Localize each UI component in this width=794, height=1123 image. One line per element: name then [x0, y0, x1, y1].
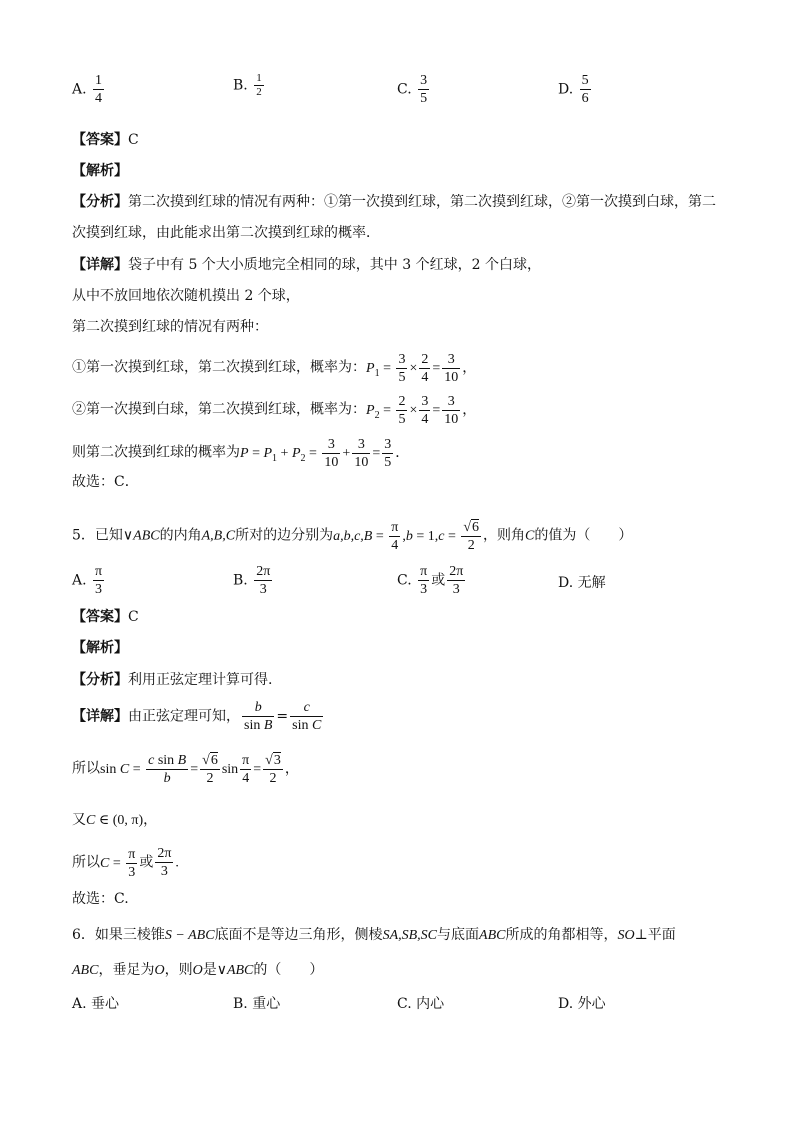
- q6-option-d: D. 外心: [558, 996, 606, 1012]
- fraction: $\frac{5}{6}$: [581, 73, 589, 106]
- q4-case1: ①第一次摸到红球，第二次摸到红球，概率为：$P_1$ = $\frac{3}{5}$ × $\frac{2}{4}$ = $\frac{3}{10}$ ，: [72, 352, 477, 385]
- q5-option-c: C. $\frac{\pi}{3}$ 或 $\frac{2\pi}{3}$: [397, 564, 464, 597]
- q4-option-b: B. $\frac{1}{2}$: [233, 72, 262, 98]
- q4-detail-line2: 从中不放回地依次随机摸出 2 个球，: [72, 288, 300, 304]
- q6-option-c: C. 内心: [397, 996, 445, 1012]
- q5-answer: 【答案】C: [72, 609, 139, 625]
- q4-detail-line1: 【详解】袋子中有 5 个大小质地完全相同的球，其中 3 个红球，2 个白球，: [72, 257, 541, 273]
- q4-answer: 【答案】C: [72, 132, 139, 148]
- q5-detail-line3: 又C ∈ (0, π)，: [72, 812, 158, 828]
- q4-analysis-tag: 【解析】: [72, 163, 128, 179]
- q5-detail-line2: 所以sin C = $\frac{\text{c sin B}}{b}$ = $\frac{√6}{2}$ sin $\frac{\pi}{4}$ = $\frac{√3}{2}$ ，: [72, 753, 299, 786]
- q4-fenxi-line2: 次摸到红球，由此能求出第二次摸到红球的概率．: [72, 225, 380, 241]
- q5-option-a: A. $\frac{\pi}{3}$: [72, 564, 103, 597]
- q4-detail-line3: 第二次摸到红球的情况有两种：: [72, 319, 268, 335]
- fraction: $\frac{1}{2}$: [256, 72, 262, 98]
- q4-option-a: A. $\frac{1}{4}$: [72, 73, 103, 106]
- q5-detail-line4: 所以C = $\frac{\pi}{3}$ 或 $\frac{2\pi}{3}$ .: [72, 846, 179, 880]
- q5-detail-line1: 【详解】由正弦定理可知， $\frac{b}{\text{sin B}}$ = $\frac{c}{\text{sin C}}$: [72, 700, 322, 733]
- q5-option-b: B. $\frac{2\pi}{3}$: [233, 564, 271, 597]
- fraction: $\frac{3}{5}$: [420, 73, 428, 106]
- q5-fenxi: 【分析】利用正弦定理计算可得.: [72, 672, 273, 688]
- q4-total: 则第二次摸到红球的概率为$P = P_1 + P_2$ = $\frac{3}{10}$ + $\frac{3}{10}$ = $\frac{3}{5}$ ．: [72, 437, 410, 470]
- q4-option-c: C. $\frac{3}{5}$: [397, 73, 428, 106]
- q4-choose: 故选：C．: [72, 474, 139, 490]
- q4-case2: ②第一次摸到白球，第二次摸到红球，概率为：$P_2$ = $\frac{2}{5}$ × $\frac{3}{4}$ = $\frac{3}{10}$ ，: [72, 394, 477, 427]
- q6-stem-line1: 6．如果三棱锥S − ABC底面不是等边三角形，侧棱SA,SB,SC与底面ABC所成的角都相等，SO⊥平面: [72, 927, 676, 943]
- fraction: $\frac{1}{4}$: [95, 73, 103, 106]
- q6-option-a: A. 垂心: [72, 996, 120, 1012]
- q4-fenxi-line1: 【分析】第二次摸到红球的情况有两种：①第一次摸到红球，第二次摸到红球，②第一次摸到白球，第二: [72, 194, 716, 210]
- q6-stem-line2: ABC，垂足为O，则O是∨ABC的（ ）: [72, 962, 324, 978]
- q5-analysis-tag: 【解析】: [72, 640, 128, 656]
- q5-choose: 故选：C.: [72, 891, 129, 907]
- q5-stem: 5．已知∨ABC的内角A,B,C所对的边分别为a,b,c,B = $\frac{\pi}{4}$ ,b = 1,c = $\frac{√6}{2}$ ，则角C的值为（ ）: [72, 520, 633, 553]
- q6-option-b: B. 重心: [233, 996, 281, 1012]
- q5-option-d: D. 无解: [558, 575, 606, 591]
- q4-option-d: D. $\frac{5}{6}$: [558, 73, 589, 106]
